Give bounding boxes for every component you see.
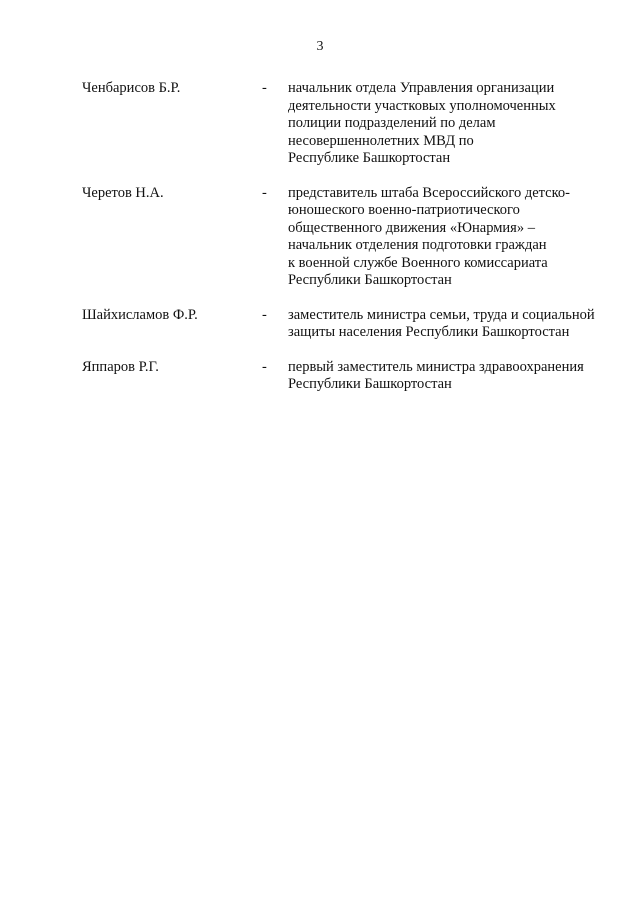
position-line: деятельности участковых уполномоченных xyxy=(288,97,556,114)
page-number: 3 xyxy=(316,39,324,54)
member-name: Шайхисламов Ф.Р. xyxy=(82,306,198,323)
member-name: Яппаров Р.Г. xyxy=(82,358,159,375)
position-line: несовершеннолетних МВД по xyxy=(288,132,474,149)
position-line: первый заместитель министра здравоохранения xyxy=(288,358,584,375)
list-item xyxy=(82,359,622,394)
position-line: представитель штаба Всероссийского детско- xyxy=(288,184,570,201)
position-line: к военной службе Военного комиссариата xyxy=(288,254,548,271)
position-line: защиты населения Республики Башкортостан xyxy=(288,324,570,340)
separator-dash: - xyxy=(262,184,267,201)
separator-dash: - xyxy=(262,358,267,375)
member-position xyxy=(288,80,622,168)
position-line: заместитель министра семьи, труда и социальной xyxy=(288,306,595,323)
member-name: Черетов Н.А. xyxy=(82,184,164,201)
position-line: Республики Башкортостан xyxy=(288,272,452,288)
member-position xyxy=(288,185,622,290)
position-line: Республике Башкортостан xyxy=(288,150,451,166)
position-line: юношеского военно-патриотического xyxy=(288,202,520,218)
position-line: общественного движения «Юнармия» – xyxy=(288,219,535,236)
list-item xyxy=(82,307,622,342)
member-position xyxy=(288,359,622,394)
member-list xyxy=(82,80,622,394)
separator-dash: - xyxy=(262,306,267,323)
position-line: начальник отдела Управления организации xyxy=(288,80,555,96)
list-item xyxy=(82,185,622,290)
list-item xyxy=(82,80,622,168)
position-line: начальник отделения подготовки граждан xyxy=(288,237,547,253)
member-position xyxy=(288,307,622,342)
member-name: Ченбарисов Б.Р. xyxy=(82,80,181,96)
position-line: полиции подразделений по делам xyxy=(288,115,496,131)
position-line: Республики Башкортостан xyxy=(288,376,452,392)
separator-dash: - xyxy=(262,80,267,96)
